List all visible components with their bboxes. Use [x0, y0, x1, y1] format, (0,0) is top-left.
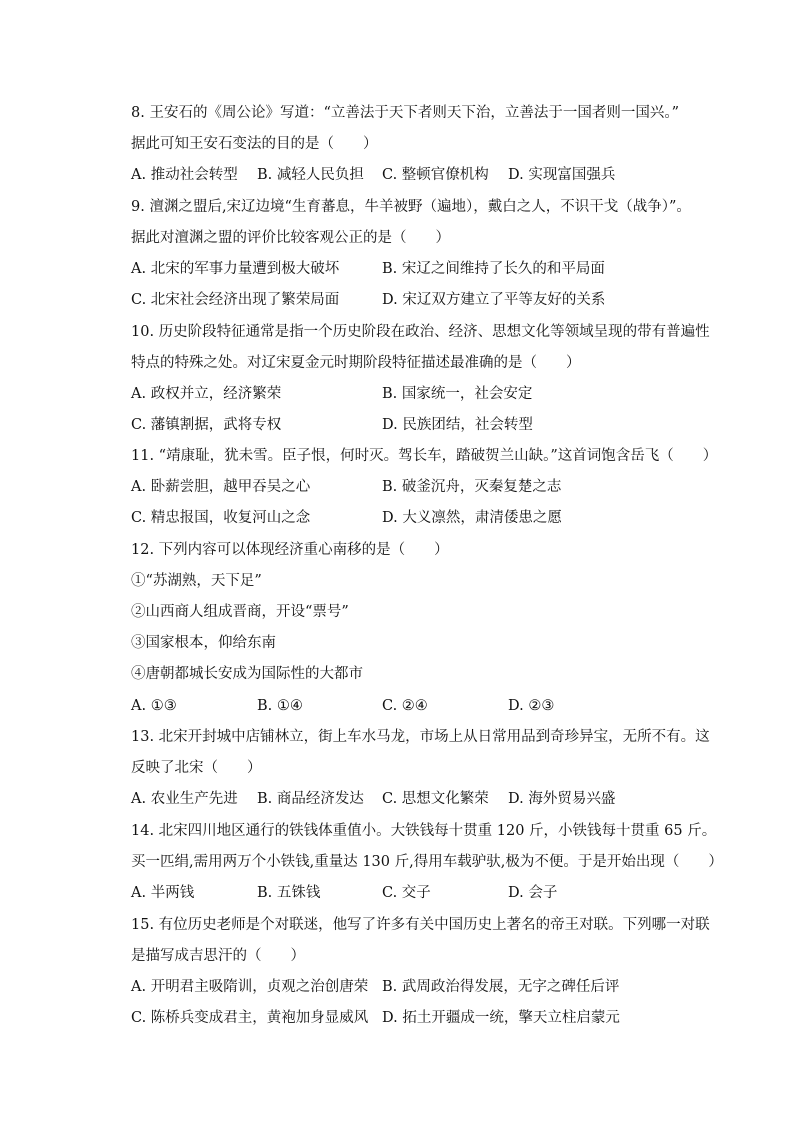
q10-option-b: B. 国家统一，社会安定	[382, 386, 533, 402]
q13-option-d: D. 海外贸易兴盛	[508, 791, 616, 807]
q13-stem-line2: 反映了北宋（ ）	[131, 760, 262, 776]
q11-option-d: D. 大义凛然，肃清倭患之愿	[382, 510, 562, 526]
q12-item-4: ④唐朝都城长安成为国际性的大都市	[131, 666, 363, 682]
q11-option-c: C. 精忠报国，收复河山之念	[131, 510, 311, 526]
q13-option-b: B. 商品经济发达	[257, 791, 364, 807]
q12-item-2: ②山西商人组成晋商，开设“票号”	[131, 604, 349, 620]
q14-option-c: C. 交子	[382, 885, 431, 901]
q15-stem-line1: 15. 有位历史老师是个对联迷，他写了许多有关中国历史上著名的帝王对联。下列哪一对联	[131, 917, 710, 933]
q10-option-a: A. 政权并立，经济繁荣	[131, 386, 282, 402]
q15-option-a: A. 开明君主吸隋训，贞观之治创唐荣	[131, 979, 369, 995]
q12-stem-line1: 12. 下列内容可以体现经济重心南移的是（ ）	[131, 542, 449, 558]
q12-item-3: ③国家根本，仰给东南	[131, 635, 276, 651]
q13-option-c: C. 思想文化繁荣	[382, 791, 489, 807]
q10-stem-line2: 特点的特殊之处。对辽宋夏金元时期阶段特征描述最准确的是（ ）	[131, 355, 581, 371]
q12-option-c: C. ②④	[382, 698, 428, 714]
q14-option-a: A. 半两钱	[131, 885, 195, 901]
q10-option-c: C. 藩镇割据，武将专权	[131, 417, 282, 433]
q8-stem-line1: 8. 王安石的《周公论》写道：“立善法于天下者则天下治，立善法于一国者则一国兴。”	[131, 105, 680, 121]
q14-stem-line1: 14. 北宋四川地区通行的铁钱体重值小。大铁钱每十贯重 120 斤，小铁钱每十贯重 65 斤。	[131, 823, 717, 839]
q15-option-b: B. 武周政治得发展，无字之碑任后评	[382, 979, 620, 995]
q10-stem-line1: 10. 历史阶段特征通常是指一个历史阶段在政治、经济、思想文化等领域呈现的带有普遍性	[131, 324, 710, 340]
q9-option-c: C. 北宋社会经济出现了繁荣局面	[131, 292, 340, 308]
q10-option-d: D. 民族团结，社会转型	[382, 417, 533, 433]
q9-option-b: B. 宋辽之间维持了长久的和平局面	[382, 261, 605, 277]
q8-option-a: A. 推动社会转型	[131, 167, 238, 183]
q15-stem-line2: 是描写成吉思汗的（ ）	[131, 948, 305, 964]
q11-option-b: B. 破釜沉舟，灭秦复楚之志	[382, 479, 562, 495]
q12-option-a: A. ①③	[131, 698, 177, 714]
q8-option-d: D. 实现富国强兵	[508, 167, 616, 183]
q13-stem-line1: 13. 北宋开封城中店铺林立，街上车水马龙，市场上从日常用品到奇珍异宝，无所不有。这	[131, 729, 710, 745]
q8-option-b: B. 减轻人民负担	[257, 167, 364, 183]
q8-option-c: C. 整顿官僚机构	[382, 167, 489, 183]
q9-option-d: D. 宋辽双方建立了平等友好的关系	[382, 292, 606, 308]
q9-stem-line2: 据此对澶渊之盟的评价比较客观公正的是（ ）	[131, 230, 450, 246]
q15-option-d: D. 拓土开疆成一统，擎天立柱启蒙元	[382, 1010, 620, 1026]
q8-stem-line2: 据此可知王安石变法的目的是（ ）	[131, 136, 378, 152]
q12-option-b: B. ①④	[257, 698, 303, 714]
q9-stem-line1: 9. 澶渊之盟后,宋辽边境“生育蕃息，牛羊被野（遍地），戴白之人，不识干戈（战争）”。	[131, 199, 691, 215]
q14-option-d: D. 会子	[508, 885, 558, 901]
q11-stem-line1: 11. “靖康耻，犹未雪。臣子恨，何时灭。驾长车，踏破贺兰山缺。”这首词饱含岳飞（ ）	[131, 448, 718, 464]
q12-item-1: ①“苏湖熟，天下足”	[131, 573, 262, 589]
q14-option-b: B. 五铢钱	[257, 885, 321, 901]
q11-option-a: A. 卧薪尝胆，越甲吞吴之心	[131, 479, 311, 495]
q12-option-d: D. ②③	[508, 698, 555, 714]
q14-stem-line2: 买一匹绢,需用两万个小铁钱,重量达 130 斤,得用车载驴驮,极为不便。于是开始出现（ ）	[131, 854, 723, 870]
q15-option-c: C. 陈桥兵变成君主，黄袍加身显威风	[131, 1010, 369, 1026]
q13-option-a: A. 农业生产先进	[131, 791, 238, 807]
q9-option-a: A. 北宋的军事力量遭到极大破坏	[131, 261, 340, 277]
